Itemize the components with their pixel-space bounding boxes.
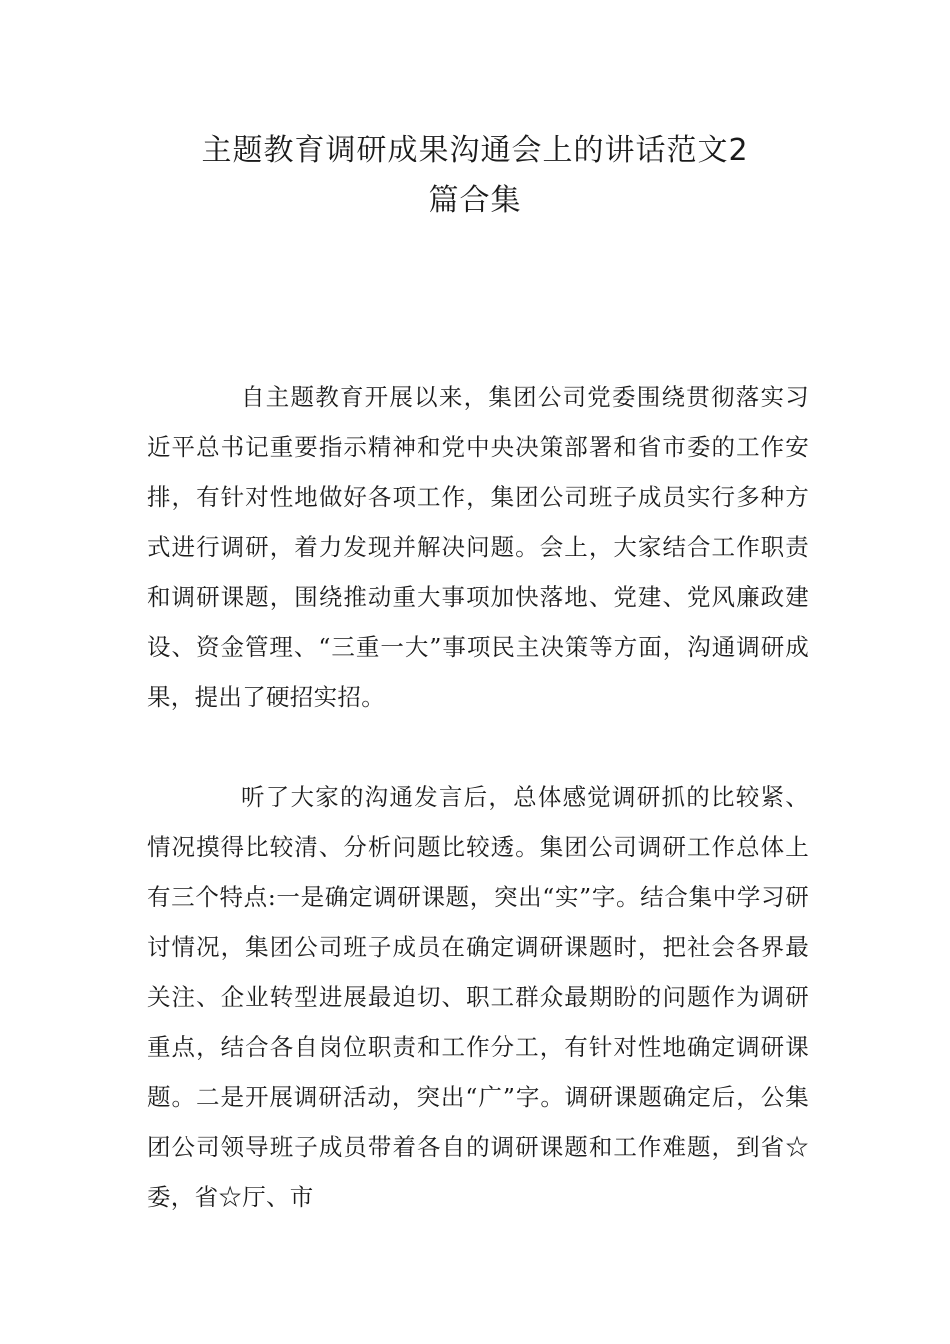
paragraph-2: 听了大家的沟通发言后，总体感觉调研抓的比较紧、情况摸得比较清、分析问题比较透。集团公司调研工作总体上有三个特点:一是确定调研课题，突出“实”字。结合集中学习研讨情况，集团公司班子成员在确定调研课题时，把社会各界最关注、企业转型进展最迫切、职工群众最期盼的问题作为调研重点，结合各自岗位职责和工作分工，有针对性地确定调研课题。二是开展调研活动，突出“广”字。调研课题确定后，公集团公司领导班子成员带着各自的调研课题和工作难题，到省☆委，省☆厅、市 bbox=[147, 783, 809, 1211]
title-line-2: 篇合集 bbox=[428, 183, 522, 218]
paragraph-1: 自主题教育开展以来，集团公司党委围绕贯彻落实习近平总书记重要指示精神和党中央决策部署和省市委的工作安排，有针对性地做好各项工作，集团公司班子成员实行多种方式进行调研，着力发现并解决问题。会上，大家结合工作职责和调研课题，围绕推动重大事项加快落地、党建、党风廉政建设、资金管理、“三重一大”事项民主决策等方面，沟通调研成果，提出了硬招实招。 bbox=[147, 383, 809, 711]
title-line-1: 主题教育调研成果沟通会上的讲话范文2 bbox=[201, 133, 749, 168]
document-title bbox=[140, 126, 810, 226]
